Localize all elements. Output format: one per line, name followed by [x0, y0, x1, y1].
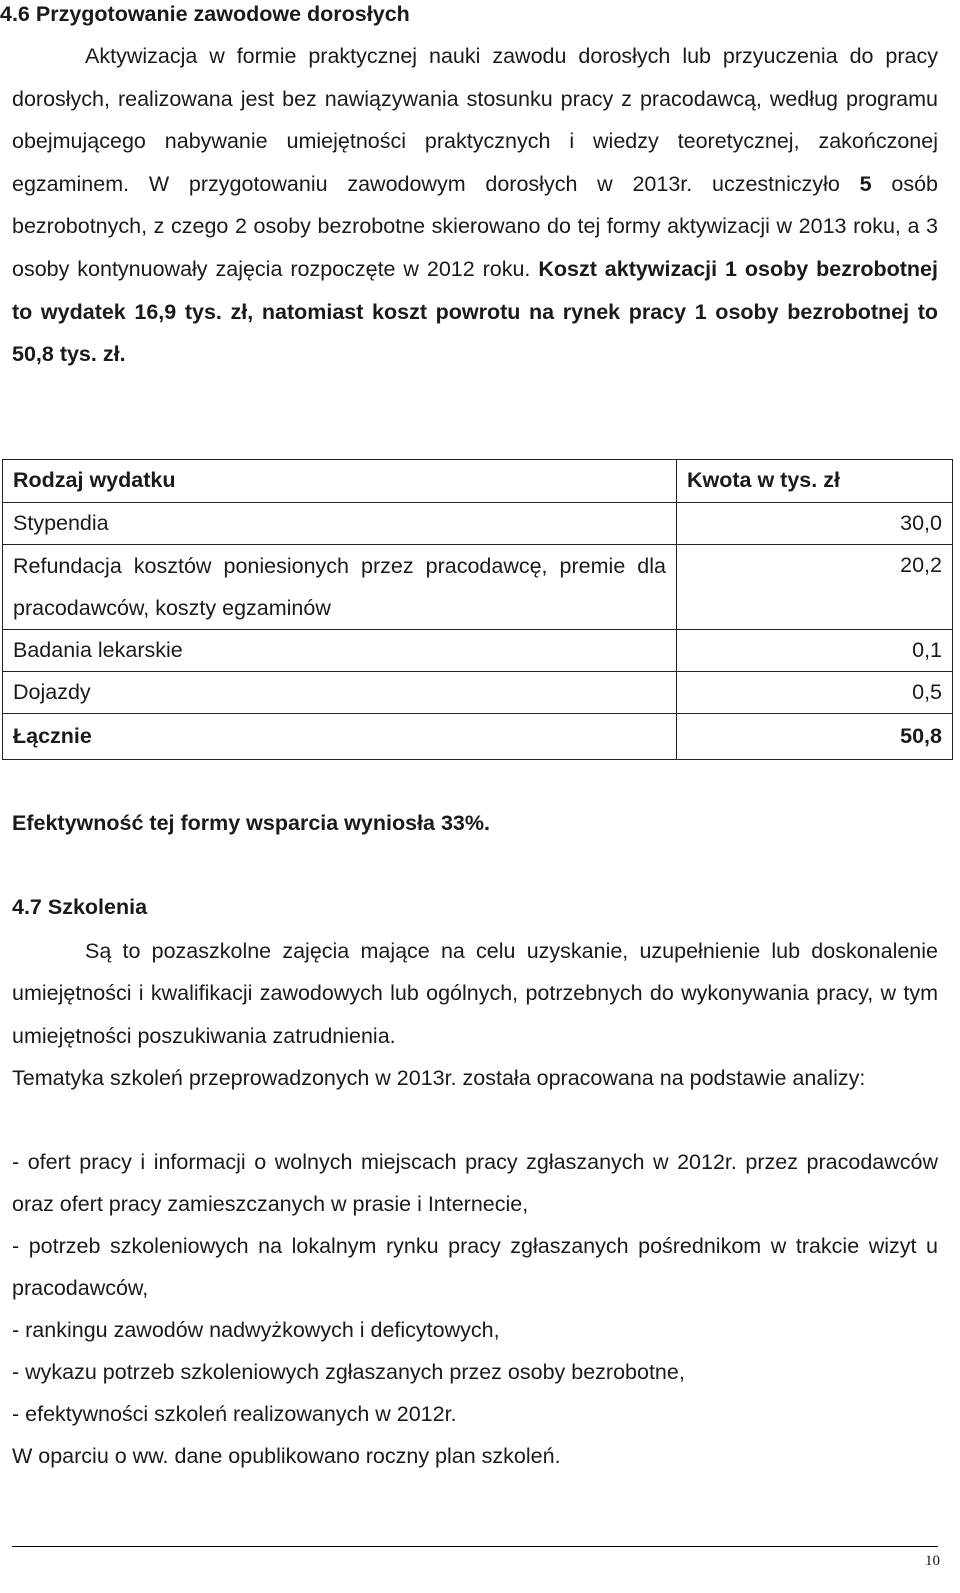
section-4-6-heading: 4.6 Przygotowanie zawodowe dorosłych: [0, 2, 410, 26]
row-label: Badania lekarskie: [3, 630, 677, 672]
table-row: [3, 545, 953, 630]
table-total-row: [3, 714, 953, 760]
header-amount: Kwota w tys. zł: [677, 460, 953, 503]
list-item: - rankingu zawodów nadwyżkowych i deficytowych,: [12, 1318, 500, 1342]
closing-sentence: W oparciu o ww. dane opublikowano roczny plan szkoleń.: [12, 1444, 561, 1468]
header-expense-type: Rodzaj wydatku: [3, 460, 677, 503]
paragraph-text-part1: Aktywizacja w formie praktycznej nauki zawodu dorosłych lub przyuczenia do pracy dorosłych, realizowana jest bez nawiązywania stosunku pracy z pracodawcą, według programu obejmującego nabywanie umiejętności praktycznych i wiedzy teoretycznej, zakończonej egzaminem. W przygotowaniu zawodowym dorosłych w 2013r. uczestniczyło: [12, 44, 938, 196]
section-4-7-heading: 4.7 Szkolenia: [12, 895, 148, 919]
section-4-7-paragraph: [12, 930, 938, 1057]
section-4-6-paragraph: [12, 35, 938, 376]
total-amount: 50,8: [677, 714, 953, 760]
row-amount: 30,0: [677, 503, 953, 545]
row-label: Dojazdy: [3, 672, 677, 714]
list-item: - wykazu potrzeb szkoleniowych zgłaszanych przez osoby bezrobotne,: [12, 1360, 685, 1384]
row-label: Stypendia: [3, 503, 677, 545]
paragraph-text: Są to pozaszkolne zajęcia mające na celu uzyskanie, uzupełnienie lub doskonalenie umiejętności i kwalifikacji zawodowych lub ogólnych, potrzebnych do wykonywania pracy, w tym umiejętności poszukiwania zatrudnienia.: [12, 939, 938, 1048]
row-amount: 0,5: [677, 672, 953, 714]
list-item: - potrzeb szkoleniowych na lokalnym rynku pracy zgłaszanych pośrednikom w trakcie wizyt u pracodawców,: [12, 1234, 938, 1300]
paragraph-text-part2: osób bezrobotnych, z czego 2 osoby bezrobotne skierowano do tej formy aktywizacji w 2013 roku, a 3 osoby kontynuowały zajęcia rozpoczęte w 2012 roku.: [12, 171, 938, 281]
table-row: [3, 630, 953, 672]
table-row: [3, 503, 953, 545]
cost-summary-text: Koszt aktywizacji 1 osoby bezrobotnej to wydatek 16,9 tys. zł, natomiast koszt powrotu na rynek pracy 1 osoby bezrobotnej to 50,8 tys. zł.: [12, 256, 938, 367]
table-row: [3, 672, 953, 714]
list-item: - efektywności szkoleń realizowanych w 2012r.: [12, 1402, 457, 1426]
efficiency-note: Efektywność tej formy wsparcia wyniosła 33%.: [12, 811, 490, 835]
list-item: - ofert pracy i informacji o wolnych miejscach pracy zgłaszanych w 2012r. przez pracodawców oraz ofert pracy zamieszczanych w prasie i Internecie,: [12, 1150, 938, 1216]
cost-table: [2, 459, 953, 760]
footer-divider: [12, 1546, 938, 1547]
page-number: 10: [925, 1553, 940, 1569]
participants-count: 5: [859, 171, 872, 196]
analysis-intro: Tematyka szkoleń przeprowadzonych w 2013r. została opracowana na podstawie analizy:: [12, 1066, 866, 1090]
total-label: Łącznie: [3, 714, 677, 760]
row-amount: 20,2: [677, 545, 953, 630]
row-label: Refundacja kosztów poniesionych przez pracodawcę, premie dla pracodawców, koszty egzaminów: [3, 545, 677, 630]
row-amount: 0,1: [677, 630, 953, 672]
table-header-row: [3, 460, 953, 503]
